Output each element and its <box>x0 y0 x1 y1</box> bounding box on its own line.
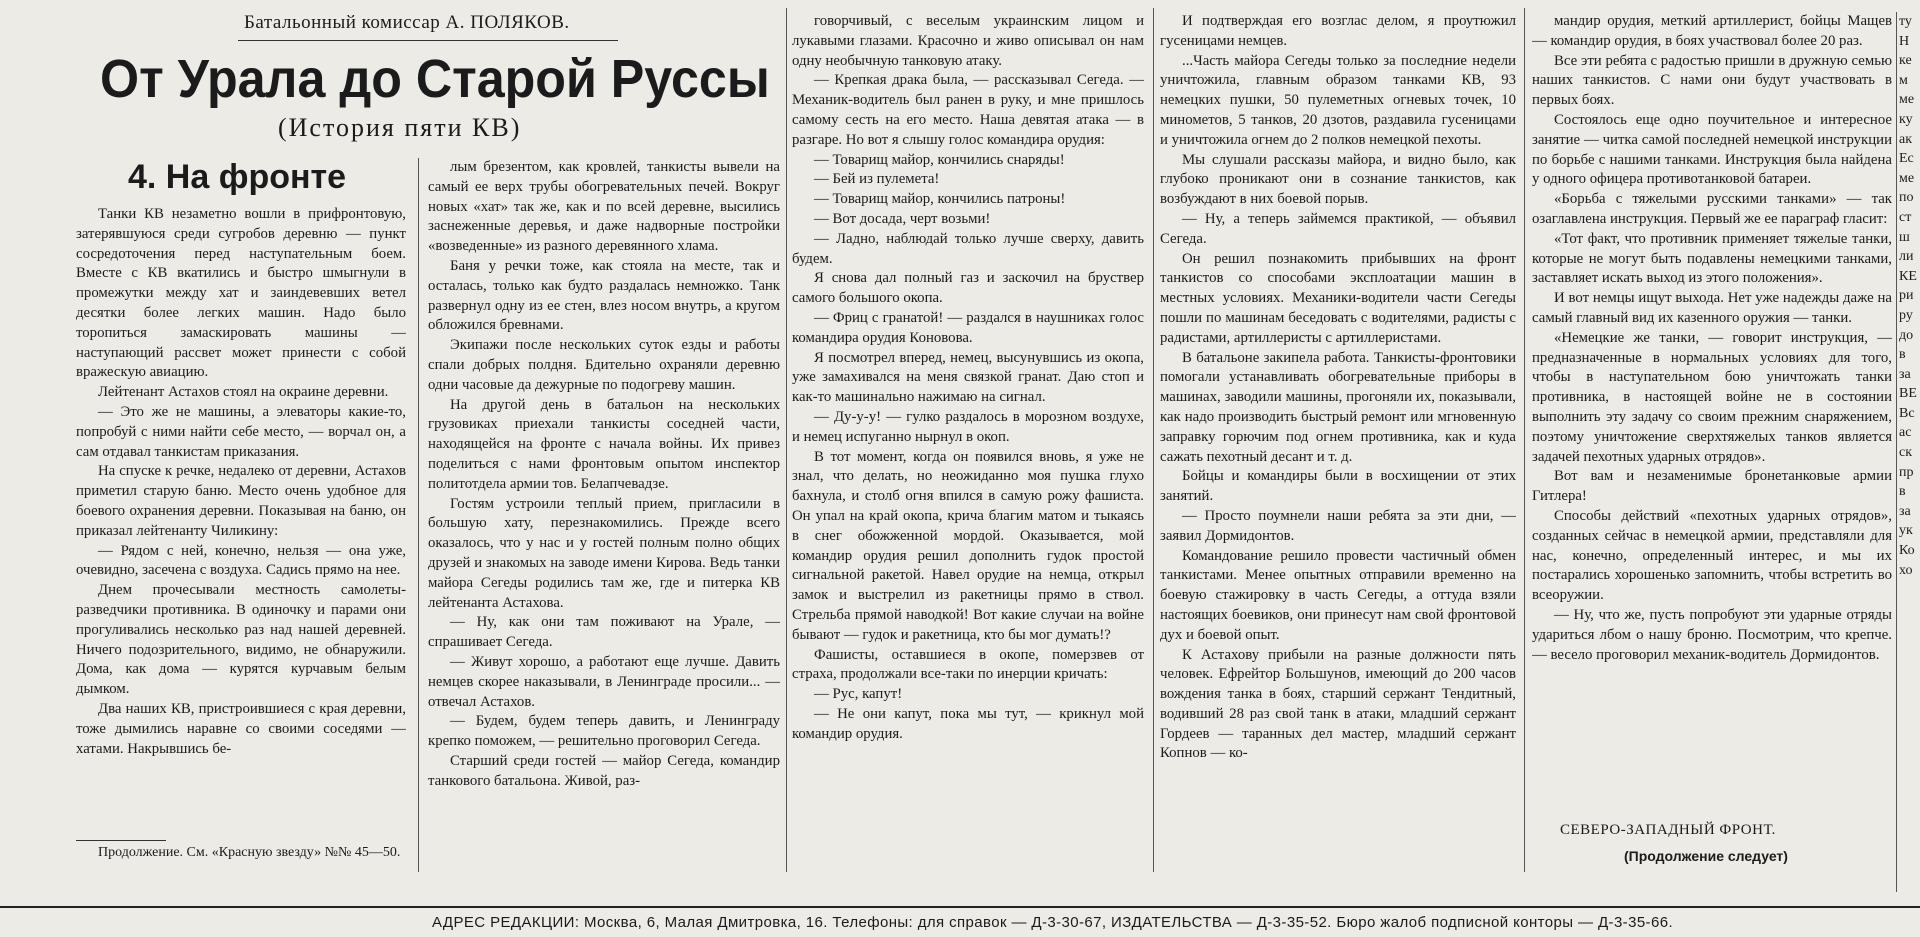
paragraph: — Ду-у-у! — гулко раздалось в морозном воздухе, и немец испуганно нырнул в окоп. <box>792 408 1144 445</box>
edge-line: Вс <box>1899 405 1915 421</box>
paragraph: В тот момент, когда он появился вновь, я уже не знал, что делать, но неожиданно моя пушка глухо бахнула, и столб огня впился в самую рожу фашиста. Он упал на край окопа, крича благим матом и тыкаясь в снег обожженной мордой. Оказывается, мой командир орудия решил дополнить гудок простой сигнальной ракетой. Навел орудие на немца, открыл замок и выстрелил из ракетницы прямо в ствол. Стрельба прямой наводкой! Вот какие случаи на войне бывают — гудок и ракетница, кто бы мог думать!? <box>792 448 1144 643</box>
paragraph: — Товарищ майор, кончились патроны! <box>814 191 1066 208</box>
editorial-address: АДРЕС РЕДАКЦИИ: Москва, 6, Малая Дмитровка, 16. Телефоны: для справок — Д-3-30-67, ИЗДАТЕЛЬСТВА — Д-3-35-52. Бюро жалоб подписной конторы — Д-3-35-66. <box>432 914 1674 931</box>
edge-line: ас <box>1899 425 1912 441</box>
edge-line: ту <box>1899 14 1912 29</box>
edge-line: ак <box>1899 131 1913 147</box>
footnote: Продолжение. См. «Красную звезду» №№ 45—50. <box>98 845 401 860</box>
edge-line: хо <box>1899 562 1913 578</box>
paragraph: «Немецкие же танки, — говорит инструкция, — предназначенные в нормальных условиях для того, чтобы в наступательном бою уничтожать танки противника, в настоящей войне не в состоянии выполнить эту задачу со своим прежним снаряжением, поэтому уничтожение сверхтяжелых танков является задачей пехотных ударных отрядов». <box>1532 329 1892 465</box>
front-signature: СЕВЕРО-ЗАПАДНЫЙ ФРОНТ. <box>1560 822 1776 838</box>
paragraph: — Товарищ майор, кончились снаряды! <box>814 151 1065 168</box>
paragraph: — Ну, что же, пусть попробуют эти ударные отряды удариться лбом о нашу броню. Посмотрим, что крепче. — весело проговорил механик-водитель Дормидонтов. <box>1532 606 1892 663</box>
edge-line: ме <box>1899 92 1915 108</box>
paragraph: На другой день в батальон на нескольких грузовиках приехали танкисты соседней части, находящейся на фронте с начала войны. Их привез поделиться с нами фронтовым опытом инспектор политотдела армии тов. Белапчевадзе. <box>428 396 780 492</box>
paragraph: — Рядом с ней, конечно, нельзя — она уже, очевидно, засечена с воздуха. Садись прямо на нее. <box>76 542 406 579</box>
paragraph: В батальоне закипела работа. Танкисты-фронтовики помогали устанавливать обогревательные приборы в машинах, заводили машины, прогоняли их, показывали, как надо производить быстрый ремонт или мгновенную заправку горючим под огнем противника, как и куда сажать пехотный десант и т. д. <box>1160 349 1516 465</box>
paragraph: И вот немцы ищут выхода. Нет уже надежды даже на самый главный вид их казенного оружия — танки. <box>1532 290 1892 326</box>
paragraph: Он решил познакомить прибывших на фронт танкистов со способами эксплоатации машин в местных условиях. Механики-водители части Сегеды пошли по машинам беседовать с водителями, радисты с радистами, артиллеристы с артиллеристами. <box>1160 250 1516 346</box>
paragraph: Днем прочесывали местность самолеты-разведчики противника. В одиночку и парами они прогуливались несколько раз над нашей деревней. Ничего подозрительного, видимо, не обнаружили. Дома, как дома — курятся курчавым белым дымком. <box>76 582 406 698</box>
column-divider <box>418 158 419 872</box>
edge-line: ме <box>1899 170 1915 186</box>
edge-line: ри <box>1899 288 1914 304</box>
paragraph: Состоялось еще одно поучительное и интересное занятие — читка самой последней немецкой инструкции по борьбе с нашими танками. Инструкция была найдена у одного офицера противотанковой батареи. <box>1532 111 1892 188</box>
edge-line: ш <box>1899 229 1910 245</box>
paragraph: Бойцы и командиры были в восхищении от этих занятий. <box>1160 468 1516 505</box>
paragraph: И подтверждая его возглас делом, я проутюжил гусеницами немцев. <box>1160 13 1516 49</box>
paragraph: «Тот факт, что противник применяет тяжелые танки, которые не могут быть подавлены немецкими танками, заставляет искать выход из этого положения». <box>1532 230 1892 287</box>
article-headline: От Урала до Старой Руссы <box>100 49 770 109</box>
paragraph: Командование решило провести частичный обмен танкистами. Менее опытных отправили временно на боевую стажировку в часть Сегеды, а оттуда взяли настоящих боевиков, они принесут нам свой фронтовой дух и боевой опыт. <box>1160 547 1516 643</box>
text-column-3 <box>792 12 1144 868</box>
paragraph: — Ну, а теперь займемся практикой, — объявил Сегеда. <box>1160 210 1516 247</box>
byline-rule <box>238 40 618 41</box>
paragraph: Вот вам и незаменимые бронетанковые армии Гитлера! <box>1532 468 1892 505</box>
column-divider <box>1153 8 1154 872</box>
text-column-2 <box>428 158 780 868</box>
paragraph: — Крепкая драка была, — рассказывал Сегеда. — Механик-водитель был ранен в руку, и мне пришлось самому сесть на его место. Наша девятая атака — в разгаре. Но вот я слышу голос командира орудия: <box>792 72 1144 148</box>
edge-line: в <box>1899 347 1906 363</box>
paragraph: говорчивый, с веселым украинским лицом и лукавыми глазами. Красочно и живо описывал он нам одну необычную танковую атаку. <box>792 13 1144 69</box>
edge-line: ст <box>1899 209 1912 225</box>
paragraph: — Это же не машины, а элеваторы какие-то, попробуй с ними найти себе место, — ворчал он, а сам отдавал танкистам приказания. <box>76 403 406 460</box>
paragraph: К Астахову прибыли на разные должности пять человек. Ефрейтор Большунов, имеющий до 200 часов вождения танка в боях, старший сержант Тендитный, водивший 28 раз свой танк в атаки, младший сержант Гордеев — таранных дел мастер, младший сержант Копнов — ко- <box>1160 646 1516 762</box>
paragraph: «Борьба с тяжелыми русскими танками» — так озаглавлена инструкция. Первый же ее параграф гласит: <box>1532 191 1892 227</box>
edge-line: ук <box>1899 523 1913 539</box>
edge-line: пр <box>1899 464 1914 480</box>
byline: Батальонный комиссар А. ПОЛЯКОВ. <box>244 12 570 33</box>
paragraph: ...Часть майора Сегеды только за последние недели уничтожила, главным образом танками КВ, 93 немецких пушки, 50 пулеметных огневых точек, 10 минометов, 5 танков, 20 дзотов, раздавила гусеницами и уничтожила огнем до 2 полков немецкой пехоты. <box>1160 52 1516 148</box>
paragraph: — Рус, капут! <box>814 686 903 703</box>
column-divider <box>786 8 787 872</box>
text-column-5 <box>1532 12 1892 807</box>
paragraph: Лейтенант Астахов стоял на окраине деревни. <box>98 384 389 401</box>
paragraph: На спуске к речке, недалеко от деревни, Астахов приметил старую баню. Место очень удобное для боевого охранения деревни. Показывая на баню, он приказал лейтенанту Чиликину: <box>76 463 406 539</box>
edge-line: ку <box>1899 111 1913 127</box>
paragraph: — Фриц с гранатой! — раздался в наушниках голос командира орудия Коновова. <box>792 309 1144 346</box>
adjacent-column-fragment <box>1896 12 1920 892</box>
footnote-rule <box>76 840 166 841</box>
paragraph: Способы действий «пехотных ударных отрядов», созданных сейчас в немецкой армии, представляли для нас, конечно, определенный интерес, и мы их постарались хорошенько запомнить, чтобы встретить во всеоружии. <box>1532 507 1892 604</box>
paragraph: — Будем, будем теперь давить, и Ленинграду крепко поможем, — решительно проговорил Сегеда. <box>428 713 780 750</box>
column-divider <box>1524 8 1525 872</box>
edge-line: за <box>1899 503 1911 519</box>
paragraph: Я посмотрел вперед, немец, высунувшись из окопа, уже замахивался на меня связкой гранат. Даю стоп и как-то машинально нажимаю на сигнал. <box>792 349 1144 406</box>
edge-line: КЕ <box>1899 268 1917 284</box>
edge-line: за <box>1899 366 1911 382</box>
paragraph: Танки КВ незаметно вошли в прифронтовую, затерявшуюся среди сугробов деревню — пункт сосредоточения перед наступательным боем. Вместе с КВ вкатились и быстро шмыгнули в промежутки между хат и заиндевевших ветел десятки более легких машин. Надо было торопиться замаскировать машины — наступающий рассвет может принести с собой вражескую авиацию. <box>76 206 406 381</box>
footer-rule <box>0 906 1920 908</box>
paragraph: Два наших КВ, пристроившиеся с края деревни, тоже дымились наравне со своими соседями — хатами. Накрывшись бе- <box>76 700 406 757</box>
paragraph: Фашисты, оставшиеся в окопе, померзвев от страха, продолжали все-таки по инерции кричать: <box>792 646 1144 683</box>
edge-line: Ко <box>1899 543 1915 559</box>
edge-line: м <box>1899 72 1908 88</box>
paragraph: Я снова дал полный газ и заскочил на бруствер самого большого окопа. <box>792 270 1144 307</box>
paragraph: Баня у речки тоже, как стояла на месте, так и осталась, только как будто раздалась немножко. Танк развернул одну из ее стен, влез носом внутрь, а кругом обложился бревнами. <box>428 257 780 334</box>
paragraph: Старший среди гостей — майор Сегеда, командир танкового батальона. Живой, раз- <box>428 752 780 789</box>
paragraph: — Не они капут, пока мы тут, — крикнул мой командир орудия. <box>792 705 1144 742</box>
paragraph: — Живут хорошо, а работают еще лучше. Давить немцев скорее наказывали, в Ленинграде просили... — отвечал Астахов. <box>428 653 780 710</box>
paragraph: Мы слушали рассказы майора, и видно было, как глубоко проникают они в сознание танкистов, как возбуждают в них боевой порыв. <box>1160 151 1516 208</box>
paragraph: — Бей из пулемета! <box>814 171 940 188</box>
paragraph: — Вот досада, черт возьми! <box>814 210 991 227</box>
paragraph: — Ну, как они там поживают на Урале, — спрашивает Сегеда. <box>428 614 780 651</box>
paragraph: — Ладно, наблюдай только лучше сверху, давить будем. <box>792 230 1144 267</box>
paragraph: Гостям устроили теплый прием, пригласили в большую хату, перезнакомились. Прежде всего оказалось, что у нас и у гостей полным полно общих друзей и знакомых на заводе имени Кирова. Ведь танки майора Сегеды родились там же, где и питерка КВ лейтенанта Астахова. <box>428 495 780 611</box>
edge-line: до <box>1899 327 1914 343</box>
paragraph: Экипажи после нескольких суток езды и работы спали добрых полдня. Бдительно охраняли деревню одни часовые да дежурные по подогреву машин. <box>428 337 780 393</box>
edge-line: ск <box>1899 445 1913 461</box>
continued-note: (Продолжение следует) <box>1624 848 1788 864</box>
edge-line: Ес <box>1899 151 1914 167</box>
text-column-1 <box>76 205 406 825</box>
article-subtitle: (История пяти КВ) <box>278 113 522 142</box>
paragraph: — Просто поумнели наши ребята за эти дни, — заявил Дормидонтов. <box>1160 507 1516 544</box>
edge-line: ВЕ <box>1899 386 1917 402</box>
section-heading: 4. На фронте <box>128 158 347 196</box>
text-column-4 <box>1160 12 1516 868</box>
edge-line: ли <box>1899 249 1914 265</box>
edge-line: в <box>1899 484 1906 500</box>
edge-line: по <box>1899 190 1914 206</box>
paragraph: лым брезентом, как кровлей, танкисты вывели на самый ее верх трубы обогревательных печей. Вокруг новых «хат» так же, как и по всей деревне, высились заснеженные деревья, и даже надворные постройки «возведенные» из разного деревянного хлама. <box>428 159 780 255</box>
paragraph: мандир орудия, меткий артиллерист, бойцы Мащев — командир орудия, в боях участвовал более 20 раз. <box>1532 13 1892 49</box>
paragraph: Все эти ребята с радостью пришли в дружную семью наших танкистов. С нами они будут участвовать в первых боях. <box>1532 52 1892 109</box>
edge-line: ру <box>1899 307 1913 323</box>
edge-line: ке <box>1899 53 1912 69</box>
edge-line: Н <box>1899 33 1910 49</box>
